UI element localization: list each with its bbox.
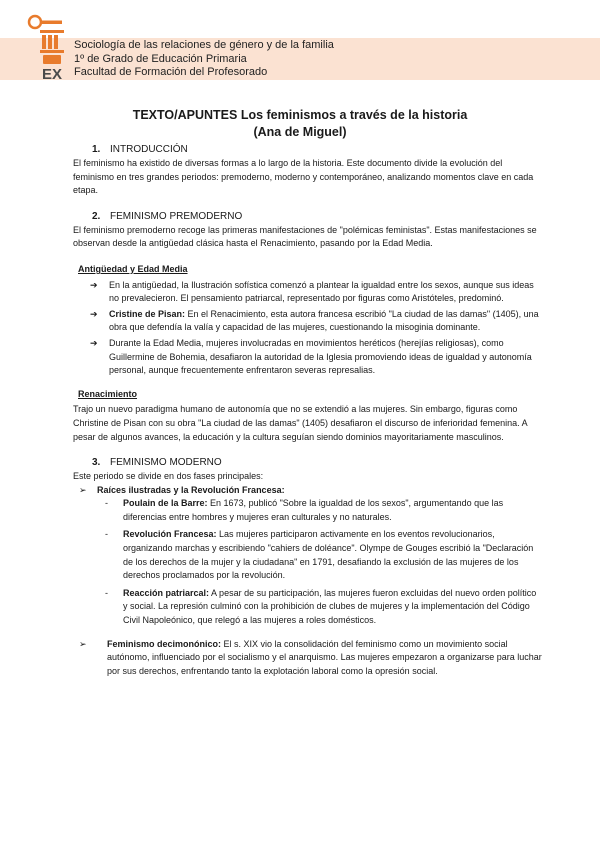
title-line-1: TEXTO/APUNTES Los feminismos a través de la historia [132,108,468,122]
section-heading-introduccion: 1. INTRODUCCIÓN [92,144,188,155]
header-line-3: Facultad de Formación del Profesorado [74,66,268,78]
arrow-bullet-icon: ➔ [90,337,98,348]
dash-bullet-icon: - [105,498,108,509]
header-line-1: Sociología de las relaciones de género y de la familia [74,39,334,51]
list-item: - Poulain de la Barre: En 1673, publicó "Sobre la igualdad de los sexos", argumentando que las diferencias entre hombres y mujeres eran culturales y no naturales. [105,498,504,522]
triangle-bullet-icon: ➢ [79,484,87,495]
section-text-introduccion: El feminismo ha existido de diversas formas a lo largo de la historia. Este documento divide la evolución del feminismo en tres grandes periodos: premoderno, moderno y contemporáneo, analizando momentos clave en cada etapa. [73,158,534,196]
section-text-premoderno: El feminismo premoderno recoge las primeras manifestaciones de "polémicas feministas". Estas manifestaciones se observan desde la antigüedad clásica hasta el Renacimiento, pasando por la Edad Media. [73,224,537,249]
course-header [74,39,334,80]
subheading-renacimiento: Renacimiento [78,388,138,399]
dash-bullet-icon: - [105,587,108,598]
list-item: ➢ Feminismo decimonónico: El s. XIX vio la consolidación del feminismo como un movimiento social autónomo, influenciado por el socialismo y el anarquismo. Las mujeres empezaron a organizarse para luchar por sus derechos, enfrentando tanto la explotación laboral como la opresión social. [79,638,542,676]
list-item: - Revolución Francesa: Las mujeres participaron activamente en los eventos revolucionarios, organizando marchas y escribiendo "cahiers de doléance". Olympe de Gouges escribió la "Declaración de los derechos de la mujer y la ciudadana" en 1791, desafiando la exclusión de las mujeres de los derechos proclamados por la revolución. [105,529,534,581]
moderno-intro: Este periodo se divide en dos fases principales: [73,471,264,482]
section-heading-premoderno: 2. FEMINISMO PREMODERNO [92,210,243,222]
arrow-bullet-icon: ➔ [90,279,98,290]
title-line-2: (Ana de Miguel) [253,125,347,139]
subheading-antiguedad: Antigüedad y Edad Media [78,263,188,274]
section-heading-moderno: 3. FEMINISMO MODERNO [92,457,222,469]
phase1-items [97,497,543,627]
triangle-bullet-icon: ➢ [79,638,87,649]
antiguedad-list [73,279,543,378]
logo-text: EX [41,66,63,82]
list-item: - Reacción patriarcal: A pesar de su participación, las mujeres fueron excluidas del nuevo orden político y social. La represión culminó con la prohibición de clubes de mujeres y la implementación del Código Civil Napoleónico, que relegó a las mujeres a roles domésticos. [105,587,537,626]
list-item: ➔ Durante la Edad Media, mujeres involucradas en movimientos heréticos (herejías religiosas), como Guillermine de Bohemia, desafiaron la autoridad de la Iglesia promoviendo ideas de igualdad y autonomía personal, aunque frecuentemente enfrentaron severas represalias. [90,337,532,376]
document-title [0,107,600,141]
header-line-2: 1º de Grado de Educación Primaria [74,52,247,65]
list-item: ➔ Cristine de Pisan: En el Renacimiento, esta autora francesa escribió "La ciudad de las damas" (1405), una obra que defendía la valía y capacidad de las mujeres, cuestionando la misoginia dominante. [90,308,539,333]
university-logo [27,14,67,82]
document-body [73,143,543,678]
renacimiento-text: Trajo un nuevo paradigma humano de autonomía que no se extendió a las mujeres. Sin embargo, figuras como Christine de Pisan con su obra "La ciudad de las damas" (1405) desafiaron el discurso de inferioridad femenina. A pesar de algunos avances, la educación y la cultura seguían siendo dominios mayoritariamente masculinos. [73,404,528,442]
dash-bullet-icon: - [105,529,108,540]
moderno-phases [73,484,543,679]
list-item: ➢ Raíces ilustradas y la Revolución Francesa: - Poulain de la Barre: En 1673, publicó "Sobre la igualdad de los sexos", argumentando que las diferencias entre hombres y mujeres eran culturales y no naturales. - Revolución Francesa: Las mujeres participaron activamente en los eventos revolucionarios, organizando marchas y escribiendo "cahiers de doléance". Olympe de Gouges escribió la "Declaración de los derechos de la mujer y la ciudadana" en 1791, desafiando la exclusión de las mujeres de los derechos proclamados por la revolución. - Reacción patriarcal: A pesar de su participación, las mujeres fueron excluidas del nuevo orden político y social. La represión culminó con la prohibición de clubes de mujeres y la implementación del Código Civil Napoleónico, que relegó a las mujeres a roles domésticos. [73,484,543,628]
arrow-bullet-icon: ➔ [90,308,98,319]
list-item: ➔ En la antigüedad, la Ilustración sofística comenzó a plantear la igualdad entre los sexos, aunque sus ideas no prevalecieron. El pensamiento patriarcal, representado por figuras como Aristóteles, predominó. [90,279,534,304]
